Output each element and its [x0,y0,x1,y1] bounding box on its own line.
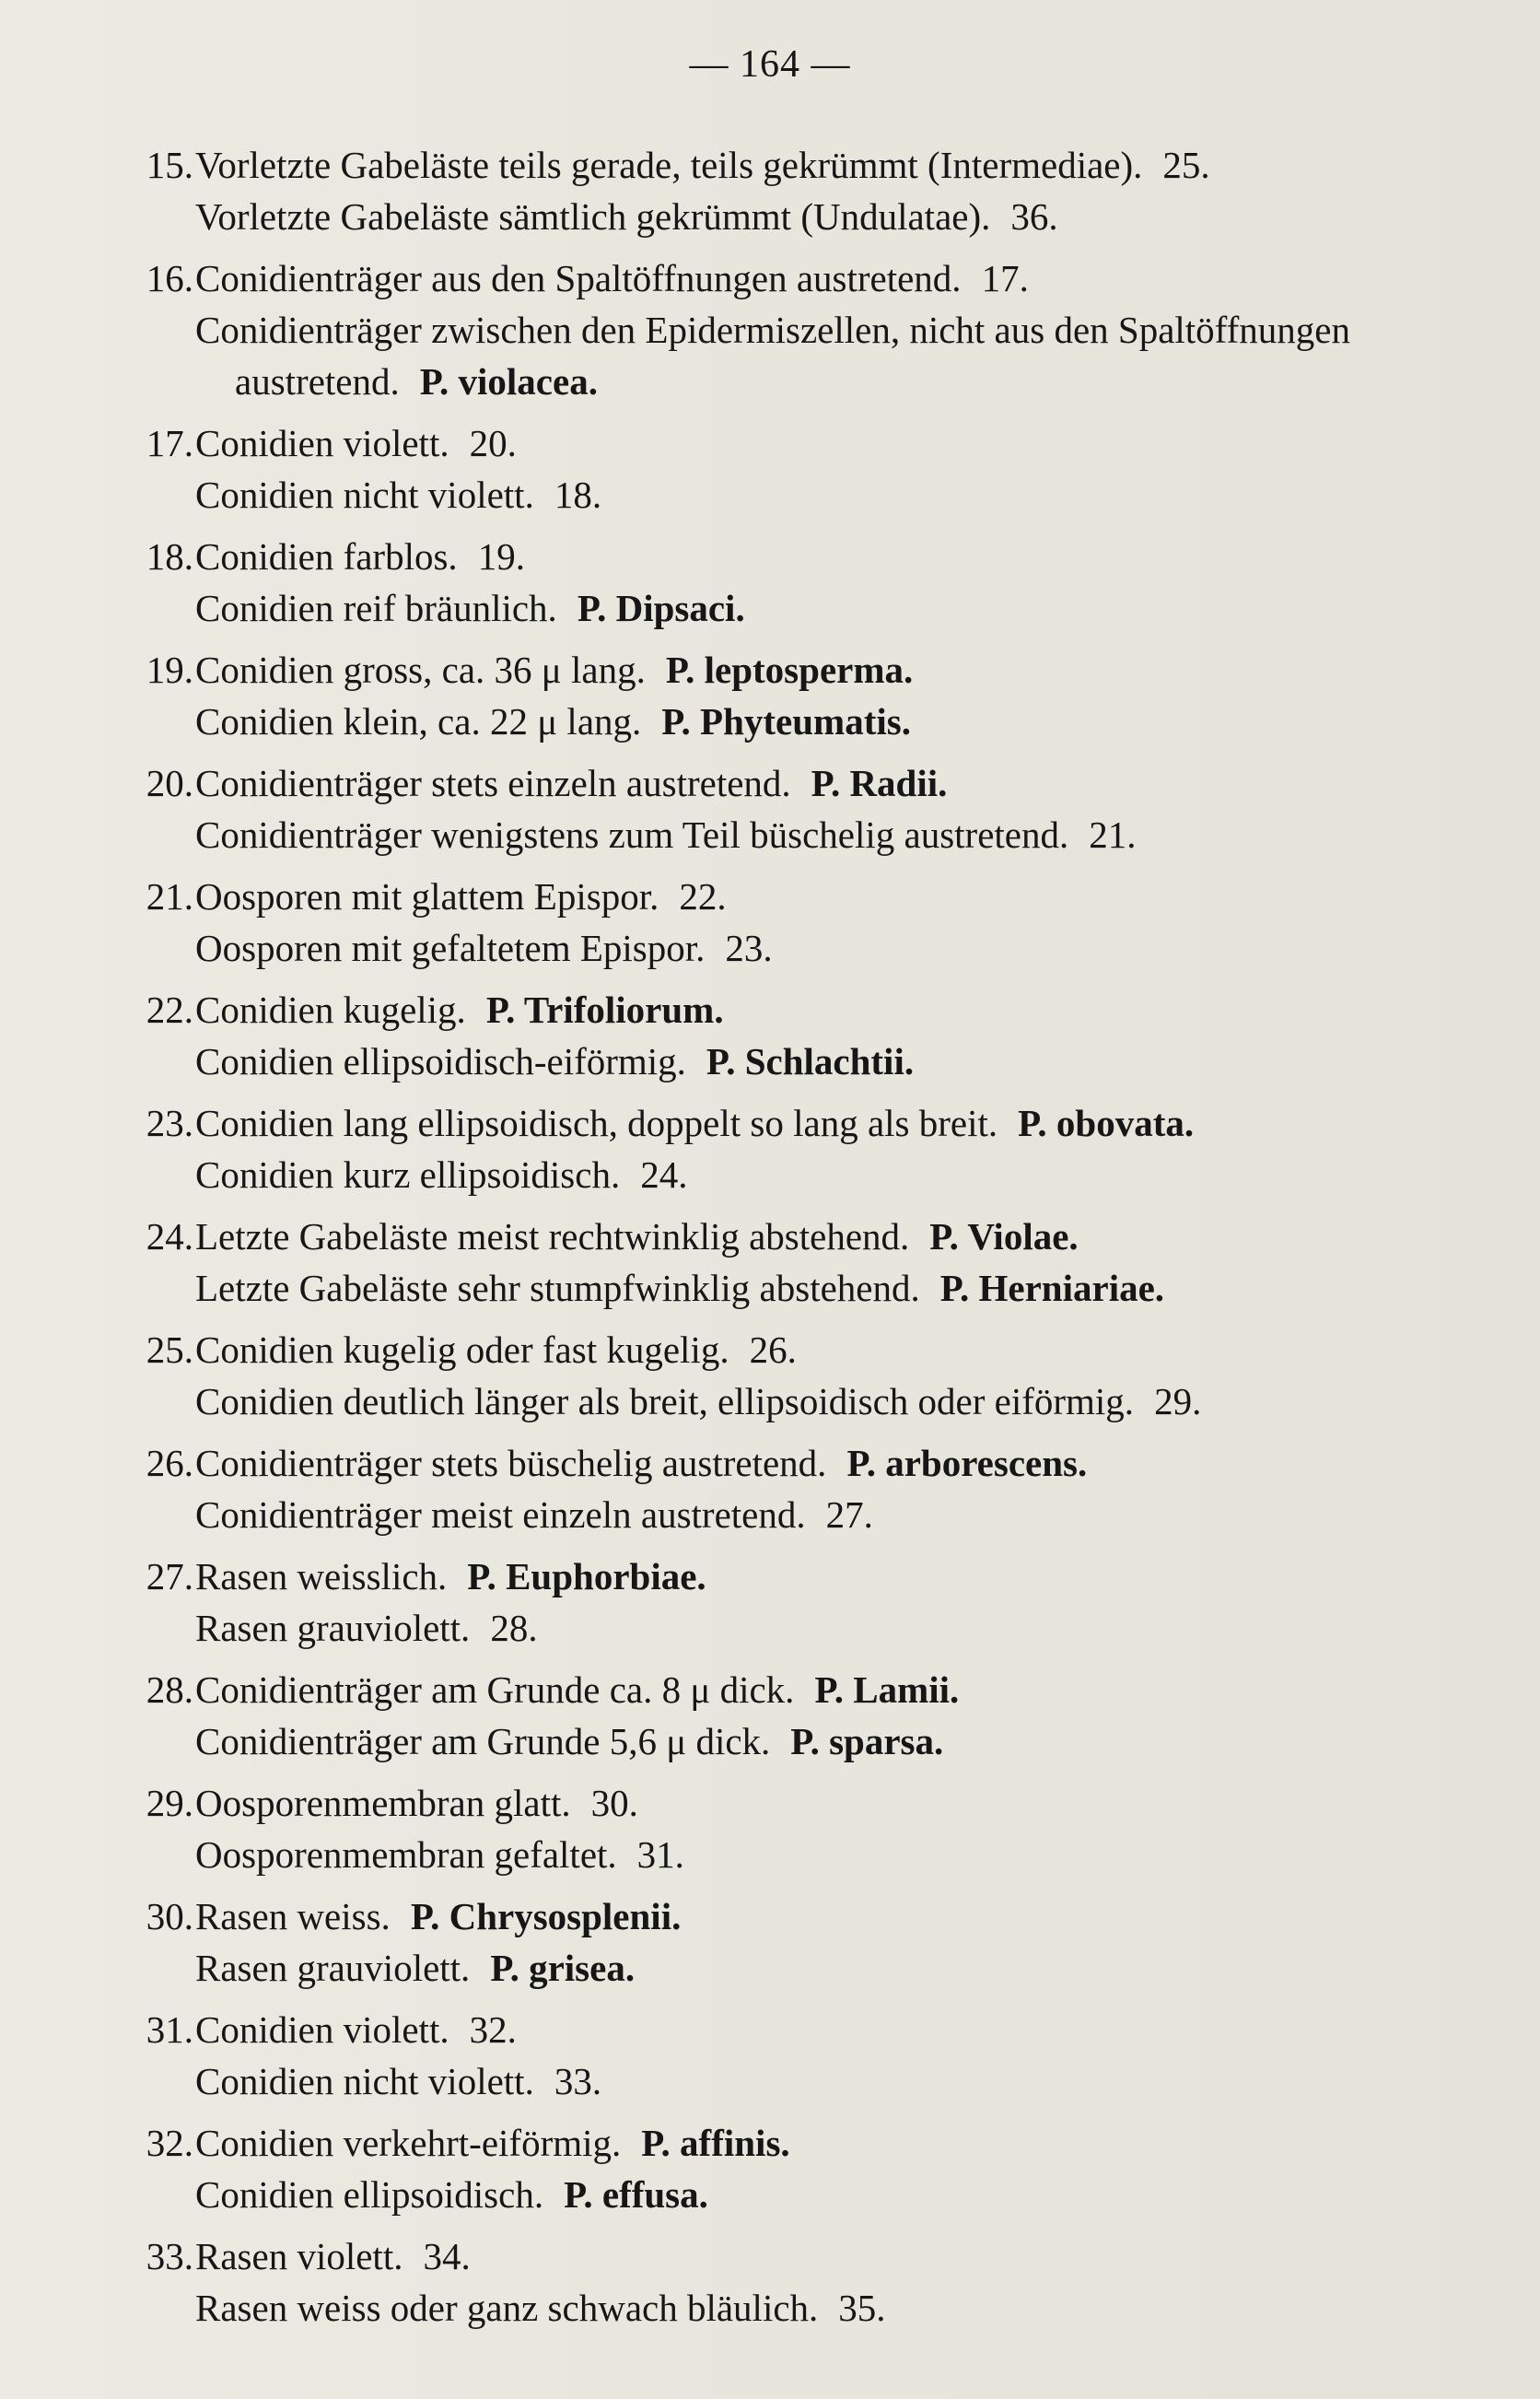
couplet-number: 17. [146,422,193,464]
lead-text-wrap [195,2055,601,2107]
key-line [120,2004,1501,2055]
key-line [120,469,1501,521]
couplet-gap [120,2334,1501,2343]
lead-text: Conidien ellipsoidisch. [195,2173,544,2216]
couplet-gap [120,1087,1501,1096]
lead-text: Conidien nicht violett. [195,474,534,516]
key-line [120,1375,1501,1427]
lead-text-wrap [195,644,913,696]
couplet-number: 26. [146,1442,193,1484]
key-couplet [120,2004,1501,2107]
lead-text-wrap [195,1777,638,1829]
key-line [120,1602,1501,1654]
couplet-number: 32. [146,2122,193,2164]
lead-text-wrap [195,1829,684,1880]
couplet-gap [120,974,1501,983]
couplet-number: 27. [146,1555,193,1597]
taxon-name: P. affinis. [641,2122,790,2164]
key-line [120,417,1501,469]
lead-reference: 26. [749,1328,797,1371]
couplet-gap [120,1540,1501,1550]
taxon-name: P. arborescens. [846,1442,1088,1484]
lead-text-wrap [195,922,773,974]
key-couplet [120,871,1501,974]
key-line [120,1942,1501,1994]
lead-text-wrap [195,582,745,634]
key-line [120,1777,1501,1829]
lead-text: Conidien violett. [195,422,449,464]
taxon-name: P. Phyteumatis. [661,700,911,743]
lead-text-wrap [195,809,1137,860]
lead-text: Conidien kurz ellipsoidisch. [195,1153,621,1196]
couplet-number: 24. [146,1215,193,1258]
lead-reference: 32. [469,2008,517,2051]
key-line [120,1829,1501,1880]
couplet-number: 30. [146,1895,193,1937]
lead-reference: 36. [1010,195,1058,238]
lead-text: Conidien reif bräunlich. [195,587,557,629]
lead-text-wrap [195,1149,687,1200]
key-line [120,1664,1501,1715]
key-couplet [120,252,1501,407]
key-couplet [120,984,1501,1087]
lead-text: Conidien klein, ca. 22 μ lang. [195,700,642,743]
lead-reference: 25. [1162,144,1210,186]
lead-reference: 29. [1154,1380,1202,1422]
couplet-number: 21. [146,875,193,918]
lead-text-wrap [195,696,911,747]
lead-text: Conidien gross, ca. 36 μ lang. [195,649,646,691]
key-line [120,1149,1501,1200]
lead-reference: 17. [981,257,1029,299]
couplet-gap [120,747,1501,756]
key-line [120,2282,1501,2334]
lead-text-wrap [195,417,517,469]
lead-text: Conidienträger zwischen den Epidermiszellen, nicht aus den Spaltöffnungen [195,309,1350,351]
key-line [120,582,1501,634]
lead-reference: 20. [469,422,517,464]
key-line [120,1097,1501,1149]
lead-text-wrap [195,984,724,1036]
couplet-gap [120,407,1501,416]
lead-reference: 30. [590,1782,638,1824]
key-line [120,139,1501,191]
key-couplet [120,1211,1501,1314]
lead-text: Conidien violett. [195,2008,449,2051]
couplet-gap [120,1654,1501,1663]
lead-text: Conidienträger stets büschelig austretend. [195,1442,827,1484]
couplet-number: 20. [146,762,193,804]
lead-text: Rasen weisslich. [195,1555,448,1597]
key-couplet [120,757,1501,860]
determination-key [120,138,1501,2343]
lead-text: Rasen violett. [195,2235,403,2277]
lead-text-wrap [195,1489,873,1540]
couplet-number: 28. [146,1668,193,1711]
taxon-name: P. Chrysosplenii. [410,1895,682,1937]
key-line [120,252,1501,304]
lead-text: Conidienträger wenigstens zum Teil büschelig austretend. [195,813,1069,856]
lead-reference: 27. [825,1493,873,1536]
lead-text: Conidien kugelig oder fast kugelig. [195,1328,729,1371]
couplet-gap [120,1427,1501,1436]
page-number: — 164 — [689,43,851,86]
lead-text: Conidienträger am Grunde 5,6 μ dick. [195,1720,771,1762]
lead-text-wrap [195,1715,943,1767]
lead-text-wrap [195,2117,790,2169]
couplet-number: 19. [146,649,193,691]
lead-reference: 23. [725,927,773,969]
lead-text: Conidien farblos. [195,535,458,578]
taxon-name: P. obovata. [1018,1102,1195,1144]
key-line [120,531,1501,582]
lead-text-wrap [195,1211,1079,1262]
taxon-name: P. Euphorbiae. [467,1555,706,1597]
key-line [120,2169,1501,2220]
lead-text-wrap [195,304,1350,356]
lead-reference: 33. [554,2060,602,2102]
lead-text: Rasen weiss oder ganz schwach bläulich. [195,2287,819,2329]
lead-text: Letzte Gabeläste meist rechtwinklig abstehend. [195,1215,910,1258]
key-line [120,1890,1501,1942]
key-couplet [120,417,1501,521]
lead-text: Rasen grauviolett. [195,1607,471,1649]
lead-text-wrap [195,469,601,521]
lead-text-wrap [195,1437,1087,1489]
key-couplet [120,1551,1501,1654]
taxon-name: P. Herniariae. [939,1267,1165,1309]
lead-text: Rasen grauviolett. [195,1947,471,1989]
lead-text: Vorletzte Gabeläste sämtlich gekrümmt (Undulatae). [195,195,991,238]
couplet-number: 15. [146,144,193,186]
lead-text: Oosporenmembran glatt. [195,1782,571,1824]
key-line [120,2230,1501,2282]
lead-reference: 34. [423,2235,471,2277]
lead-text-wrap [195,757,947,809]
taxon-name: P. effusa. [564,2173,708,2216]
couplet-number: 29. [146,1782,193,1824]
key-couplet [120,1890,1501,1994]
key-line [120,2117,1501,2169]
lead-text-wrap [195,1551,706,1602]
key-line [120,809,1501,860]
taxon-name: P. sparsa. [790,1720,944,1762]
lead-text-wrap [195,1942,635,1994]
lead-text-wrap [235,356,598,407]
lead-text-wrap [195,1602,538,1654]
key-line [120,1324,1501,1375]
key-couplet [120,2117,1501,2220]
key-couplet [120,531,1501,634]
key-line [120,304,1501,356]
lead-reference: 21. [1089,813,1137,856]
lead-text: Conidienträger aus den Spaltöffnungen austretend. [195,257,962,299]
lead-text: Conidienträger am Grunde ca. 8 μ dick. [195,1668,795,1711]
key-line [120,1551,1501,1602]
lead-text: Conidienträger stets einzeln austretend. [195,762,791,804]
key-line [120,1262,1501,1314]
couplet-gap [120,2107,1501,2116]
lead-text-wrap [195,1324,797,1375]
couplet-number: 25. [146,1328,193,1371]
lead-text-wrap [195,1036,914,1087]
lead-reference: 35. [838,2287,886,2329]
lead-text: Oosporen mit glattem Epispor. [195,875,659,918]
taxon-name: P. violacea. [419,360,598,403]
couplet-gap [120,860,1501,870]
key-line [120,1437,1501,1489]
lead-text: Conidien ellipsoidisch-eiförmig. [195,1040,686,1082]
taxon-name: P. Trifoliorum. [485,989,724,1031]
lead-text: Letzte Gabeläste sehr stumpfwinklig abstehend. [195,1267,920,1309]
couplet-number: 31. [146,2008,193,2051]
taxon-name: P. leptosperma. [665,649,914,691]
key-line [120,757,1501,809]
key-couplet [120,1324,1501,1427]
lead-text-wrap [195,191,1058,242]
key-line [120,1715,1501,1767]
key-couplet [120,644,1501,747]
couplet-gap [120,1880,1501,1890]
couplet-number: 22. [146,989,193,1031]
lead-text: Oosporenmembran gefaltet. [195,1833,617,1876]
key-couplet [120,1777,1501,1880]
lead-text-wrap [195,1097,1194,1149]
couplet-gap [120,1200,1501,1210]
lead-reference: 18. [554,474,602,516]
lead-text-wrap [195,2004,517,2055]
lead-reference: 24. [640,1153,688,1196]
key-line [120,922,1501,974]
lead-text: austretend. [235,360,400,403]
key-line [120,696,1501,747]
key-couplet [120,1097,1501,1200]
lead-text: Conidien kugelig. [195,989,466,1031]
key-line [120,1036,1501,1087]
couplet-gap [120,1994,1501,2003]
couplet-number: 23. [146,1102,193,1144]
lead-text-wrap [195,1262,1164,1314]
taxon-name: P. Lamii. [814,1668,960,1711]
lead-text: Rasen weiss. [195,1895,391,1937]
lead-reference: 22. [679,875,727,918]
couplet-number: 33. [146,2235,193,2277]
lead-text-wrap [195,252,1029,304]
lead-text-wrap [195,531,525,582]
lead-reference: 28. [490,1607,538,1649]
couplet-gap [120,242,1501,252]
lead-text: Conidien deutlich länger als breit, ellipsoidisch oder eiförmig. [195,1380,1135,1422]
lead-text: Conidien nicht violett. [195,2060,534,2102]
couplet-gap [120,634,1501,643]
taxon-name: P. Violae. [929,1215,1079,1258]
lead-text: Conidien verkehrt-eiförmig. [195,2122,622,2164]
couplet-number: 16. [146,257,193,299]
key-line [120,644,1501,696]
couplet-number: 18. [146,535,193,578]
key-couplet [120,1664,1501,1767]
key-line [120,984,1501,1036]
couplet-gap [120,1767,1501,1776]
key-line [120,1211,1501,1262]
key-couplet [120,2230,1501,2334]
lead-text-wrap [195,1890,681,1942]
lead-text-wrap [195,871,727,922]
lead-text-wrap [195,2230,471,2282]
lead-text: Vorletzte Gabeläste teils gerade, teils gekrümmt (Intermediae). [195,144,1143,186]
lead-text-wrap [195,2282,886,2334]
lead-reference: 19. [477,535,525,578]
lead-text-wrap [195,139,1210,191]
taxon-name: P. Dipsaci. [577,587,745,629]
lead-text-wrap [195,1664,959,1715]
lead-text: Conidien lang ellipsoidisch, doppelt so lang als breit. [195,1102,998,1144]
taxon-name: P. grisea. [490,1947,636,1989]
couplet-gap [120,1314,1501,1323]
key-line [120,191,1501,242]
key-couplet [120,1437,1501,1540]
lead-text-wrap [195,1375,1201,1427]
couplet-gap [120,2220,1501,2229]
key-couplet [120,139,1501,242]
couplet-gap [120,521,1501,530]
taxon-name: P. Schlachtii. [706,1040,915,1082]
lead-reference: 31. [636,1833,684,1876]
key-line [120,1489,1501,1540]
lead-text: Oosporen mit gefaltetem Epispor. [195,927,706,969]
taxon-name: P. Radii. [811,762,948,804]
key-line [120,871,1501,922]
lead-text-wrap [195,2169,708,2220]
lead-text: Conidienträger meist einzeln austretend. [195,1493,806,1536]
key-line [120,2055,1501,2107]
key-line [120,356,1501,407]
